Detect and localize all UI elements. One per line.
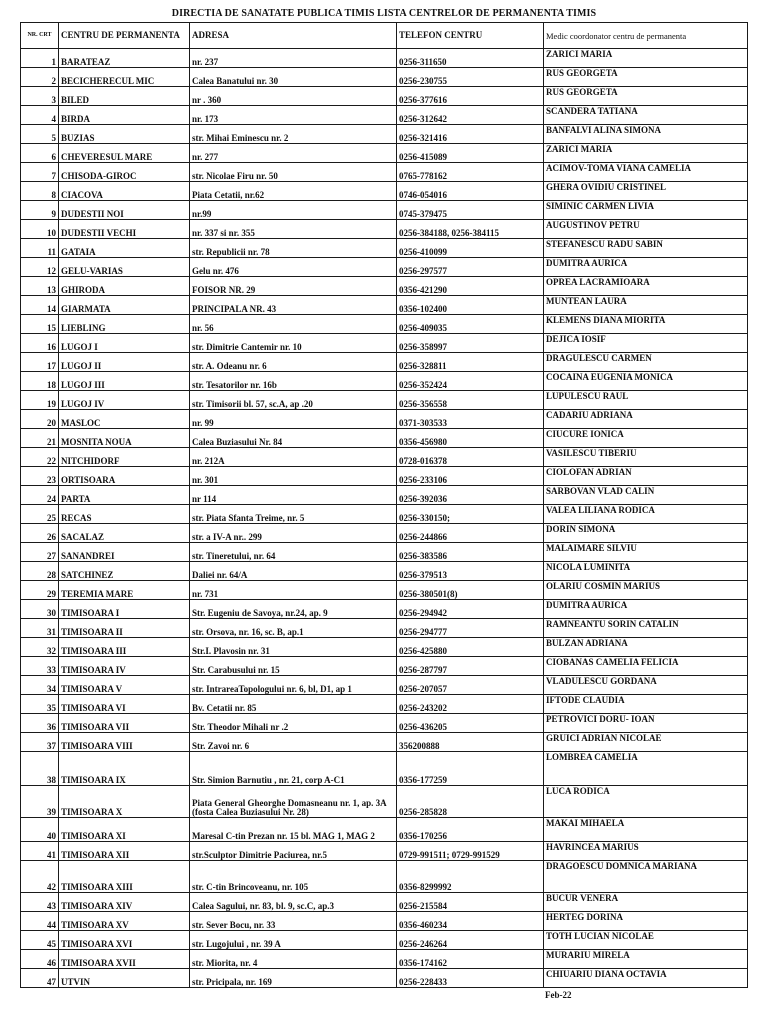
cell-telefon: 0256-409035: [397, 315, 544, 334]
cell-medic: MUNTEAN LAURA: [544, 296, 748, 315]
header-nr: NR. CRT: [21, 23, 59, 49]
table-row: [21, 391, 748, 410]
cell-adresa: PRINCIPALA NR. 43: [190, 296, 397, 315]
cell-adresa: str. C-tin Brincoveanu, nr. 105: [190, 861, 397, 893]
cell-medic: STEFANESCU RADU SABIN: [544, 239, 748, 258]
cell-centru: TIMISOARA VII: [59, 714, 190, 733]
table-row: [21, 182, 748, 201]
cell-nr: 38: [21, 752, 59, 786]
cell-telefon: 0256-356558: [397, 391, 544, 410]
cell-adresa: str. Sever Bocu, nr. 33: [190, 912, 397, 931]
cell-adresa: str. A. Odeanu nr. 6: [190, 353, 397, 372]
cell-adresa: Calea Buziasului Nr. 84: [190, 429, 397, 448]
cell-nr: 39: [21, 786, 59, 818]
cell-nr: 32: [21, 638, 59, 657]
table-row: [21, 950, 748, 969]
cell-adresa: Str. Zavoi nr. 6: [190, 733, 397, 752]
cell-centru: TIMISOARA II: [59, 619, 190, 638]
cell-telefon: 0356-174162: [397, 950, 544, 969]
cell-telefon: 0256-380501(8): [397, 581, 544, 600]
cell-telefon: 0256-330150;: [397, 505, 544, 524]
cell-centru: DUDESTII VECHI: [59, 220, 190, 239]
cell-centru: TIMISOARA IX: [59, 752, 190, 786]
table-row: [21, 334, 748, 353]
cell-medic: CADARIU ADRIANA: [544, 410, 748, 429]
cell-medic: IFTODE CLAUDIA: [544, 695, 748, 714]
cell-medic: BULZAN ADRIANA: [544, 638, 748, 657]
cell-medic: CHIUARIU DIANA OCTAVIA: [544, 969, 748, 988]
cell-centru: ORTISOARA: [59, 467, 190, 486]
cell-centru: CIACOVA: [59, 182, 190, 201]
cell-centru: TIMISOARA XVI: [59, 931, 190, 950]
cell-adresa: str. Pricipala, nr. 169: [190, 969, 397, 988]
cell-telefon: 0256-436205: [397, 714, 544, 733]
table-row: [21, 524, 748, 543]
cell-centru: TIMISOARA VI: [59, 695, 190, 714]
cell-nr: 2: [21, 68, 59, 87]
cell-telefon: 0256-285828: [397, 786, 544, 818]
cell-nr: 35: [21, 695, 59, 714]
cell-telefon: 0256-297577: [397, 258, 544, 277]
cell-medic: LUCA RODICA: [544, 786, 748, 818]
cell-telefon: 356200888: [397, 733, 544, 752]
cell-medic: HERTEG DORINA: [544, 912, 748, 931]
cell-centru: BIRDA: [59, 106, 190, 125]
cell-medic: LUPULESCU RAUL: [544, 391, 748, 410]
cell-adresa: nr . 360: [190, 87, 397, 106]
cell-adresa: nr. 237: [190, 49, 397, 68]
cell-telefon: 0746-054016: [397, 182, 544, 201]
cell-adresa: nr. 731: [190, 581, 397, 600]
header-telefon: TELEFON CENTRU: [397, 23, 544, 49]
table-row: [21, 49, 748, 68]
cell-adresa: Str. Carabusului nr. 15: [190, 657, 397, 676]
cell-centru: TIMISOARA IV: [59, 657, 190, 676]
cell-centru: PARTA: [59, 486, 190, 505]
cell-adresa: Calea Sagului, nr. 83, bl. 9, sc.C, ap.3: [190, 893, 397, 912]
table-row: [21, 676, 748, 695]
cell-nr: 27: [21, 543, 59, 562]
table-row: [21, 201, 748, 220]
cell-adresa: Piata General Gheorghe Domasneanu nr. 1, ap. 3A (fosta Calea Buziasului Nr. 28): [190, 786, 397, 818]
cell-nr: 37: [21, 733, 59, 752]
cell-medic: MALAIMARE SILVIU: [544, 543, 748, 562]
cell-centru: TIMISOARA XIII: [59, 861, 190, 893]
cell-telefon: 0256-383586: [397, 543, 544, 562]
cell-telefon: 0356-102400: [397, 296, 544, 315]
cell-nr: 17: [21, 353, 59, 372]
cell-adresa: str. IntrareaTopologului nr. 6, bl, D1, ap 1: [190, 676, 397, 695]
cell-medic: DUMITRA AURICA: [544, 600, 748, 619]
table-row: [21, 842, 748, 861]
table-row: [21, 893, 748, 912]
cell-telefon: 0745-379475: [397, 201, 544, 220]
cell-adresa: str. Dimitrie Cantemir nr. 10: [190, 334, 397, 353]
table-row: [21, 931, 748, 950]
cell-adresa: str. Mihai Eminescu nr. 2: [190, 125, 397, 144]
table-row: [21, 786, 748, 818]
cell-centru: DUDESTII NOI: [59, 201, 190, 220]
cell-telefon: 0256-377616: [397, 87, 544, 106]
cell-medic: RAMNEANTU SORIN CATALIN: [544, 619, 748, 638]
cell-telefon: 0256-244866: [397, 524, 544, 543]
cell-nr: 25: [21, 505, 59, 524]
cell-medic: GRUICI ADRIAN NICOLAE: [544, 733, 748, 752]
table-row: [21, 562, 748, 581]
cell-medic: VLADULESCU GORDANA: [544, 676, 748, 695]
cell-medic: DORIN SIMONA: [544, 524, 748, 543]
cell-centru: TIMISOARA III: [59, 638, 190, 657]
cell-nr: 40: [21, 818, 59, 842]
table-row: [21, 619, 748, 638]
cell-adresa: Calea Banatului nr. 30: [190, 68, 397, 87]
cell-adresa: Daliei nr. 64/A: [190, 562, 397, 581]
cell-telefon: 0256-230755: [397, 68, 544, 87]
cell-nr: 10: [21, 220, 59, 239]
cell-medic: HAVRINCEA MARIUS: [544, 842, 748, 861]
cell-nr: 43: [21, 893, 59, 912]
cell-adresa: nr. 212A: [190, 448, 397, 467]
table-row: [21, 258, 748, 277]
cell-telefon: 0256-352424: [397, 372, 544, 391]
cell-centru: GIARMATA: [59, 296, 190, 315]
cell-medic: RUS GEORGETA: [544, 87, 748, 106]
cell-adresa: str. Republicii nr. 78: [190, 239, 397, 258]
cell-nr: 41: [21, 842, 59, 861]
cell-nr: 6: [21, 144, 59, 163]
cell-adresa: FOISOR NR. 29: [190, 277, 397, 296]
cell-medic: SCANDERA TATIANA: [544, 106, 748, 125]
cell-medic: COCAINA EUGENIA MONICA: [544, 372, 748, 391]
cell-medic: BUCUR VENERA: [544, 893, 748, 912]
cell-nr: 7: [21, 163, 59, 182]
cell-nr: 14: [21, 296, 59, 315]
cell-centru: TEREMIA MARE: [59, 581, 190, 600]
cell-telefon: 0256-207057: [397, 676, 544, 695]
table-row: [21, 277, 748, 296]
cell-telefon: 0371-303533: [397, 410, 544, 429]
cell-medic: ZARICI MARIA: [544, 49, 748, 68]
cell-adresa: Str. Simion Barnutiu , nr. 21, corp A-C1: [190, 752, 397, 786]
cell-adresa: str. Orsova, nr. 16, sc. B, ap.1: [190, 619, 397, 638]
cell-centru: TIMISOARA XI: [59, 818, 190, 842]
table-row: [21, 106, 748, 125]
cell-centru: CHEVERESUL MARE: [59, 144, 190, 163]
cell-adresa: nr. 301: [190, 467, 397, 486]
cell-telefon: 0356-170256: [397, 818, 544, 842]
header-medic: Medic coordonator centru de permanenta: [544, 23, 748, 49]
cell-nr: 29: [21, 581, 59, 600]
cell-medic: CIOBANAS CAMELIA FELICIA: [544, 657, 748, 676]
cell-telefon: 0256-287797: [397, 657, 544, 676]
cell-centru: TIMISOARA VIII: [59, 733, 190, 752]
table-row: [21, 353, 748, 372]
cell-nr: 1: [21, 49, 59, 68]
cell-centru: SANANDREI: [59, 543, 190, 562]
cell-adresa: str.Sculptor Dimitrie Paciurea, nr.5: [190, 842, 397, 861]
table-row: [21, 486, 748, 505]
table-row: [21, 714, 748, 733]
cell-telefon: 0356-421290: [397, 277, 544, 296]
cell-telefon: 0729-991511; 0729-991529: [397, 842, 544, 861]
cell-nr: 28: [21, 562, 59, 581]
cell-medic: DUMITRA AURICA: [544, 258, 748, 277]
cell-telefon: 0256-425880: [397, 638, 544, 657]
cell-centru: LUGOJ IV: [59, 391, 190, 410]
cell-medic: AUGUSTINOV PETRU: [544, 220, 748, 239]
centers-table: [20, 22, 748, 988]
cell-centru: LUGOJ I: [59, 334, 190, 353]
header-centru: CENTRU DE PERMANENTA: [59, 23, 190, 49]
cell-centru: BECICHERECUL MIC: [59, 68, 190, 87]
cell-nr: 15: [21, 315, 59, 334]
table-row: [21, 429, 748, 448]
cell-telefon: 0356-460234: [397, 912, 544, 931]
cell-nr: 13: [21, 277, 59, 296]
cell-telefon: 0256-312642: [397, 106, 544, 125]
cell-adresa: Gelu nr. 476: [190, 258, 397, 277]
cell-centru: TIMISOARA XVII: [59, 950, 190, 969]
table-row: [21, 68, 748, 87]
cell-medic: OPREA LACRAMIOARA: [544, 277, 748, 296]
cell-centru: TIMISOARA X: [59, 786, 190, 818]
cell-telefon: 0256-294777: [397, 619, 544, 638]
cell-nr: 36: [21, 714, 59, 733]
cell-centru: TIMISOARA XV: [59, 912, 190, 931]
table-row: [21, 87, 748, 106]
cell-adresa: str. Piata Sfanta Treime, nr. 5: [190, 505, 397, 524]
table-row: [21, 752, 748, 786]
cell-medic: ZARICI MARIA: [544, 144, 748, 163]
cell-medic: GHERA OVIDIU CRISTINEL: [544, 182, 748, 201]
cell-adresa: str. a IV-A nr.. 299: [190, 524, 397, 543]
cell-telefon: 0256-321416: [397, 125, 544, 144]
cell-adresa: nr. 56: [190, 315, 397, 334]
cell-nr: 31: [21, 619, 59, 638]
cell-medic: PETROVICI DORU- IOAN: [544, 714, 748, 733]
cell-telefon: 0256-294942: [397, 600, 544, 619]
cell-medic: NICOLA LUMINITA: [544, 562, 748, 581]
cell-centru: TIMISOARA XII: [59, 842, 190, 861]
cell-medic: VALEA LILIANA RODICA: [544, 505, 748, 524]
cell-adresa: str. Tineretului, nr. 64: [190, 543, 397, 562]
cell-telefon: 0356-8299992: [397, 861, 544, 893]
cell-medic: OLARIU COSMIN MARIUS: [544, 581, 748, 600]
cell-centru: CHISODA-GIROC: [59, 163, 190, 182]
table-row: [21, 410, 748, 429]
cell-adresa: nr. 173: [190, 106, 397, 125]
cell-centru: LIEBLING: [59, 315, 190, 334]
cell-adresa: Maresal C-tin Prezan nr. 15 bl. MAG 1, MAG 2: [190, 818, 397, 842]
cell-telefon: 0765-778162: [397, 163, 544, 182]
cell-medic: DEJICA IOSIF: [544, 334, 748, 353]
document-title: DIRECTIA DE SANATATE PUBLICA TIMIS LISTA CENTRELOR DE PERMANENTA TIMIS: [171, 8, 597, 19]
cell-nr: 20: [21, 410, 59, 429]
table-row: [21, 638, 748, 657]
cell-medic: BANFALVI ALINA SIMONA: [544, 125, 748, 144]
cell-centru: LUGOJ II: [59, 353, 190, 372]
cell-telefon: 0256-228433: [397, 969, 544, 988]
cell-medic: ACIMOV-TOMA VIANA CAMELIA: [544, 163, 748, 182]
cell-medic: SIMINIC CARMEN LIVIA: [544, 201, 748, 220]
cell-centru: BUZIAS: [59, 125, 190, 144]
cell-medic: DRAGULESCU CARMEN: [544, 353, 748, 372]
cell-adresa: str. Timisorii bl. 57, sc.A, ap .20: [190, 391, 397, 410]
table-row: [21, 969, 748, 988]
cell-adresa: str. Miorita, nr. 4: [190, 950, 397, 969]
cell-adresa: str. Tesatorilor nr. 16b: [190, 372, 397, 391]
cell-centru: MASLOC: [59, 410, 190, 429]
cell-medic: VASILESCU TIBERIU: [544, 448, 748, 467]
cell-centru: UTVIN: [59, 969, 190, 988]
cell-nr: 18: [21, 372, 59, 391]
cell-telefon: 0256-215584: [397, 893, 544, 912]
table-row: [21, 467, 748, 486]
cell-adresa: Str.I. Plavosin nr. 31: [190, 638, 397, 657]
cell-adresa: Str. Theodor Mihali nr .2: [190, 714, 397, 733]
table-row: [21, 505, 748, 524]
cell-nr: 22: [21, 448, 59, 467]
table-row: [21, 125, 748, 144]
cell-adresa: Piata Cetatii, nr.62: [190, 182, 397, 201]
cell-adresa: str. Nicolae Firu nr. 50: [190, 163, 397, 182]
cell-centru: TIMISOARA XIV: [59, 893, 190, 912]
table-row: [21, 372, 748, 391]
cell-medic: CIUCURE IONICA: [544, 429, 748, 448]
table-row: [21, 818, 748, 842]
cell-telefon: 0256-379513: [397, 562, 544, 581]
cell-nr: 42: [21, 861, 59, 893]
table-row: [21, 239, 748, 258]
cell-medic: SARBOVAN VLAD CALIN: [544, 486, 748, 505]
cell-nr: 8: [21, 182, 59, 201]
cell-telefon: 0256-410099: [397, 239, 544, 258]
cell-nr: 5: [21, 125, 59, 144]
cell-telefon: 0356-456980: [397, 429, 544, 448]
cell-nr: 11: [21, 239, 59, 258]
cell-adresa: nr.99: [190, 201, 397, 220]
cell-nr: 12: [21, 258, 59, 277]
cell-adresa: Bv. Cetatii nr. 85: [190, 695, 397, 714]
cell-medic: KLEMENS DIANA MIORITA: [544, 315, 748, 334]
cell-centru: GELU-VARIAS: [59, 258, 190, 277]
cell-nr: 47: [21, 969, 59, 988]
cell-adresa: nr. 337 si nr. 355: [190, 220, 397, 239]
cell-medic: DRAGOESCU DOMNICA MARIANA: [544, 861, 748, 893]
cell-nr: 30: [21, 600, 59, 619]
cell-adresa: Str. Eugeniu de Savoya, nr.24, ap. 9: [190, 600, 397, 619]
cell-centru: MOSNITA NOUA: [59, 429, 190, 448]
cell-telefon: 0256-311650: [397, 49, 544, 68]
table-row: [21, 296, 748, 315]
cell-adresa: nr 114: [190, 486, 397, 505]
cell-telefon: 0256-392036: [397, 486, 544, 505]
cell-medic: CIOLOFAN ADRIAN: [544, 467, 748, 486]
cell-nr: 19: [21, 391, 59, 410]
cell-medic: LOMBREA CAMELIA: [544, 752, 748, 786]
cell-centru: GATAIA: [59, 239, 190, 258]
cell-nr: 33: [21, 657, 59, 676]
cell-adresa: nr. 99: [190, 410, 397, 429]
cell-nr: 9: [21, 201, 59, 220]
table-row: [21, 657, 748, 676]
cell-nr: 45: [21, 931, 59, 950]
cell-centru: BARATEAZ: [59, 49, 190, 68]
cell-centru: BILED: [59, 87, 190, 106]
table-row: [21, 543, 748, 562]
cell-nr: 4: [21, 106, 59, 125]
table-row: [21, 163, 748, 182]
table-row: [21, 448, 748, 467]
cell-nr: 24: [21, 486, 59, 505]
header-adresa: ADRESA: [190, 23, 397, 49]
cell-nr: 46: [21, 950, 59, 969]
cell-nr: 3: [21, 87, 59, 106]
cell-centru: SACALAZ: [59, 524, 190, 543]
cell-nr: 23: [21, 467, 59, 486]
cell-nr: 21: [21, 429, 59, 448]
table-row: [21, 733, 748, 752]
cell-medic: MAKAI MIHAELA: [544, 818, 748, 842]
table-row: [21, 912, 748, 931]
footer-date: Feb-22: [545, 990, 572, 1000]
cell-centru: NITCHIDORF: [59, 448, 190, 467]
cell-telefon: 0256-328811: [397, 353, 544, 372]
table-row: [21, 315, 748, 334]
cell-telefon: 0356-177259: [397, 752, 544, 786]
cell-medic: TOTH LUCIAN NICOLAE: [544, 931, 748, 950]
cell-telefon: 0256-358997: [397, 334, 544, 353]
cell-centru: TIMISOARA V: [59, 676, 190, 695]
cell-telefon: 0256-384188, 0256-384115: [397, 220, 544, 239]
cell-nr: 16: [21, 334, 59, 353]
cell-telefon: 0728-016378: [397, 448, 544, 467]
table-row: [21, 695, 748, 714]
cell-telefon: 0256-415089: [397, 144, 544, 163]
cell-adresa: nr. 277: [190, 144, 397, 163]
cell-telefon: 0256-246264: [397, 931, 544, 950]
cell-centru: GHIRODA: [59, 277, 190, 296]
cell-centru: LUGOJ III: [59, 372, 190, 391]
cell-nr: 26: [21, 524, 59, 543]
cell-centru: RECAS: [59, 505, 190, 524]
cell-nr: 34: [21, 676, 59, 695]
table-row: [21, 861, 748, 893]
cell-medic: MURARIU MIRELA: [544, 950, 748, 969]
table-row: [21, 600, 748, 619]
cell-nr: 44: [21, 912, 59, 931]
cell-centru: SATCHINEZ: [59, 562, 190, 581]
table-row: [21, 581, 748, 600]
cell-medic: RUS GEORGETA: [544, 68, 748, 87]
cell-telefon: 0256-243202: [397, 695, 544, 714]
cell-telefon: 0256-233106: [397, 467, 544, 486]
table-row: [21, 144, 748, 163]
cell-centru: TIMISOARA I: [59, 600, 190, 619]
cell-adresa: str. Lugojului , nr. 39 A: [190, 931, 397, 950]
table-header-row: [21, 23, 748, 49]
table-row: [21, 220, 748, 239]
